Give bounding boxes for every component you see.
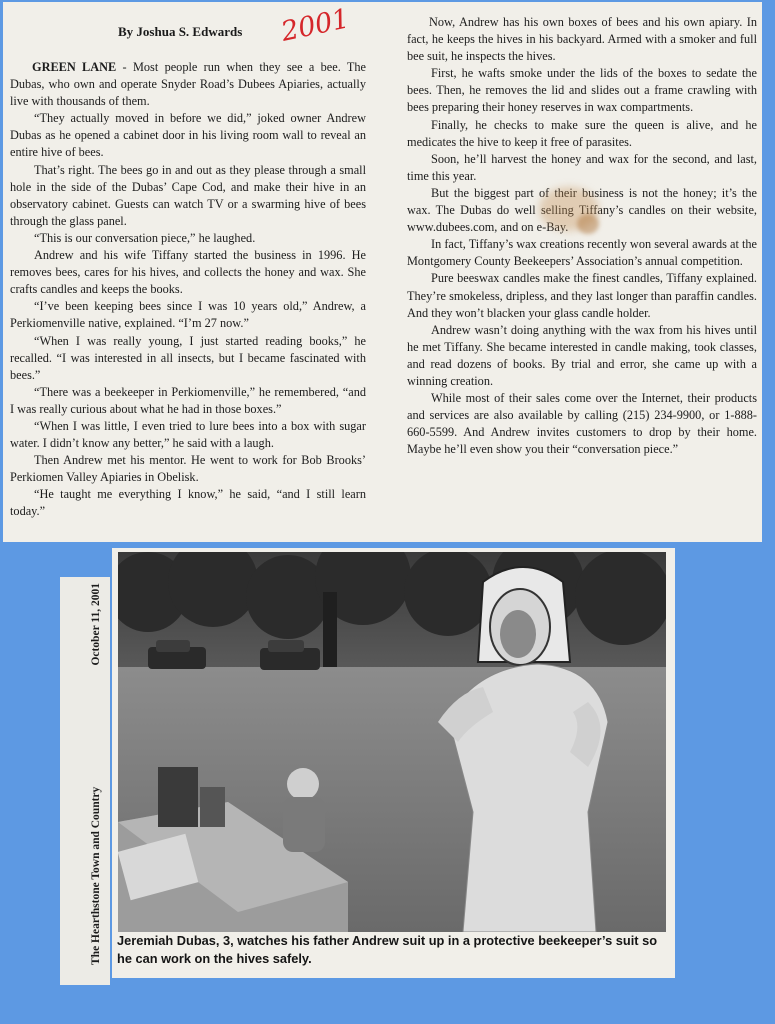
article-paragraph bbox=[10, 247, 366, 298]
article-paragraph bbox=[407, 14, 757, 65]
article-paragraph bbox=[10, 486, 366, 520]
article-paragraph bbox=[407, 65, 757, 116]
byline: By Joshua S. Edwards bbox=[118, 24, 243, 39]
paragraph-text: Then Andrew met his mentor. He went to work for Bob Brooks’ Perkiomen Valley Apiaries in Obelisk. bbox=[10, 453, 366, 485]
photo-clipping bbox=[112, 548, 675, 978]
article-paragraph bbox=[407, 117, 757, 151]
paragraph-text: Now, Andrew has his own boxes of bees and his own apiary. In fact, he keeps the hives in his backyard. Armed with a smoker and full bee suit, he inspects the hives. bbox=[407, 15, 757, 64]
paragraph-text: - Most people run when they see a bee. The Dubas, who own and operate Snyder Road’s Dubees Apiaries, actually live with thousands of them. bbox=[10, 60, 366, 109]
article-left-column bbox=[10, 59, 366, 521]
photo-caption: Jeremiah Dubas, 3, watches his father Andrew suit up in a protective beekeeper’s suit so he can work on the hives safely. bbox=[117, 933, 658, 966]
article-paragraph bbox=[10, 230, 366, 247]
article-paragraph bbox=[407, 390, 757, 458]
article-paragraph bbox=[10, 59, 366, 110]
paragraph-text: Andrew wasn’t doing anything with the wax from his hives until he met Tiffany. She became interested in candle making, took classes, and read dozens of books. By trial and error, she came up with a winning creation. bbox=[407, 322, 757, 388]
paragraph-text: “They actually moved in before we did,” joked owner Andrew Dubas as he opened a cabinet door in his living room wall to reveal an entire hive of bees. bbox=[10, 111, 366, 160]
article-paragraph bbox=[407, 322, 757, 390]
article-right-column bbox=[407, 14, 757, 458]
article-paragraph bbox=[10, 384, 366, 418]
paragraph-text: While most of their sales come over the Internet, their products and services are also available by calling (215) 234-9900, or 1-888-660-5599. And Andrew invites customers to drop by their home. Maybe he’ll even show you their “conversation piece.” bbox=[407, 391, 757, 457]
paragraph-text: “When I was really young, I just started reading books,” he recalled. “I was interested in all insects, but I became fascinated with bees.” bbox=[10, 333, 366, 382]
article-paragraph bbox=[407, 236, 757, 270]
paragraph-text: “When I was little, I even tried to lure bees into a box with sugar water. I didn’t know any better,” he said with a laugh. bbox=[10, 418, 366, 451]
article-paragraph bbox=[407, 270, 757, 321]
paragraph-text: “This is our conversation piece,” he laughed. bbox=[34, 230, 256, 245]
paragraph-text: Soon, he’ll harvest the honey and wax for the second, and last, time this year. bbox=[407, 151, 757, 183]
paragraph-text: Andrew and his wife Tiffany started the business in 1996. He removes bees, cares for his hives, and collects the honey and wax. She crafts candles and keeps the books. bbox=[10, 248, 366, 297]
paragraph-text: That’s right. The bees go in and out as they please through a small hole in the side of the Dubas’ Cape Cod, and make their hive in an observatory cabinet. Guests can watch TV or a swarming hive of bees through the glass panel. bbox=[10, 162, 366, 228]
publication-label-strip bbox=[60, 577, 110, 985]
article-paragraph bbox=[10, 333, 366, 384]
article-clipping bbox=[3, 2, 762, 542]
news-photo bbox=[118, 552, 666, 932]
paragraph-text: “He taught me everything I know,” he said, “and I still learn today.” bbox=[10, 487, 366, 519]
paragraph-text: Finally, he checks to make sure the queen is alive, and he medicates the hive to keep it free of parasites. bbox=[407, 117, 757, 149]
article-paragraph bbox=[10, 110, 366, 161]
publication-name: The Hearthstone Town and Country bbox=[90, 786, 102, 965]
paragraph-text: But the biggest part of their business is not the honey; it’s the wax. The Dubas do well selling Tiffany’s candles on their website, www.dubees.com, and on e-Bay. bbox=[407, 185, 757, 235]
article-paragraph bbox=[407, 151, 757, 185]
article-paragraph bbox=[10, 452, 366, 486]
article-paragraph bbox=[10, 162, 366, 230]
publication-date: October 11, 2001 bbox=[90, 583, 102, 666]
dateline: GREEN LANE bbox=[32, 60, 117, 74]
paragraph-text: “I’ve been keeping bees since I was 10 years old,” Andrew, a Perkiomenville native, explained. “I’m 27 now.” bbox=[10, 299, 366, 331]
paragraph-text: In fact, Tiffany’s wax creations recently won several awards at the Montgomery County Beekeepers’ Association’s annual competition. bbox=[407, 237, 757, 269]
paragraph-text: First, he wafts smoke under the lids of the boxes to sedate the bees. Then, he removes the lid and slides out a frame crawling with bees preparing their honey reserves in wax compartments. bbox=[407, 66, 757, 115]
article-paragraph bbox=[10, 418, 366, 452]
handwritten-year: 2001 bbox=[278, 3, 353, 48]
paragraph-text: Pure beeswax candles make the finest candles, Tiffany explained. They’re smokeless, dripless, and they last longer than paraffin candles. And they won’t blacken your glass candle holder. bbox=[407, 271, 757, 320]
beekeeper-photo-image bbox=[118, 552, 666, 932]
paragraph-text: “There was a beekeeper in Perkiomenville,” he remembered, “and I was really curious about what he had in those boxes.” bbox=[10, 384, 366, 416]
stain-mark bbox=[577, 214, 599, 234]
article-paragraph bbox=[10, 298, 366, 332]
smoker-icon bbox=[158, 767, 198, 827]
